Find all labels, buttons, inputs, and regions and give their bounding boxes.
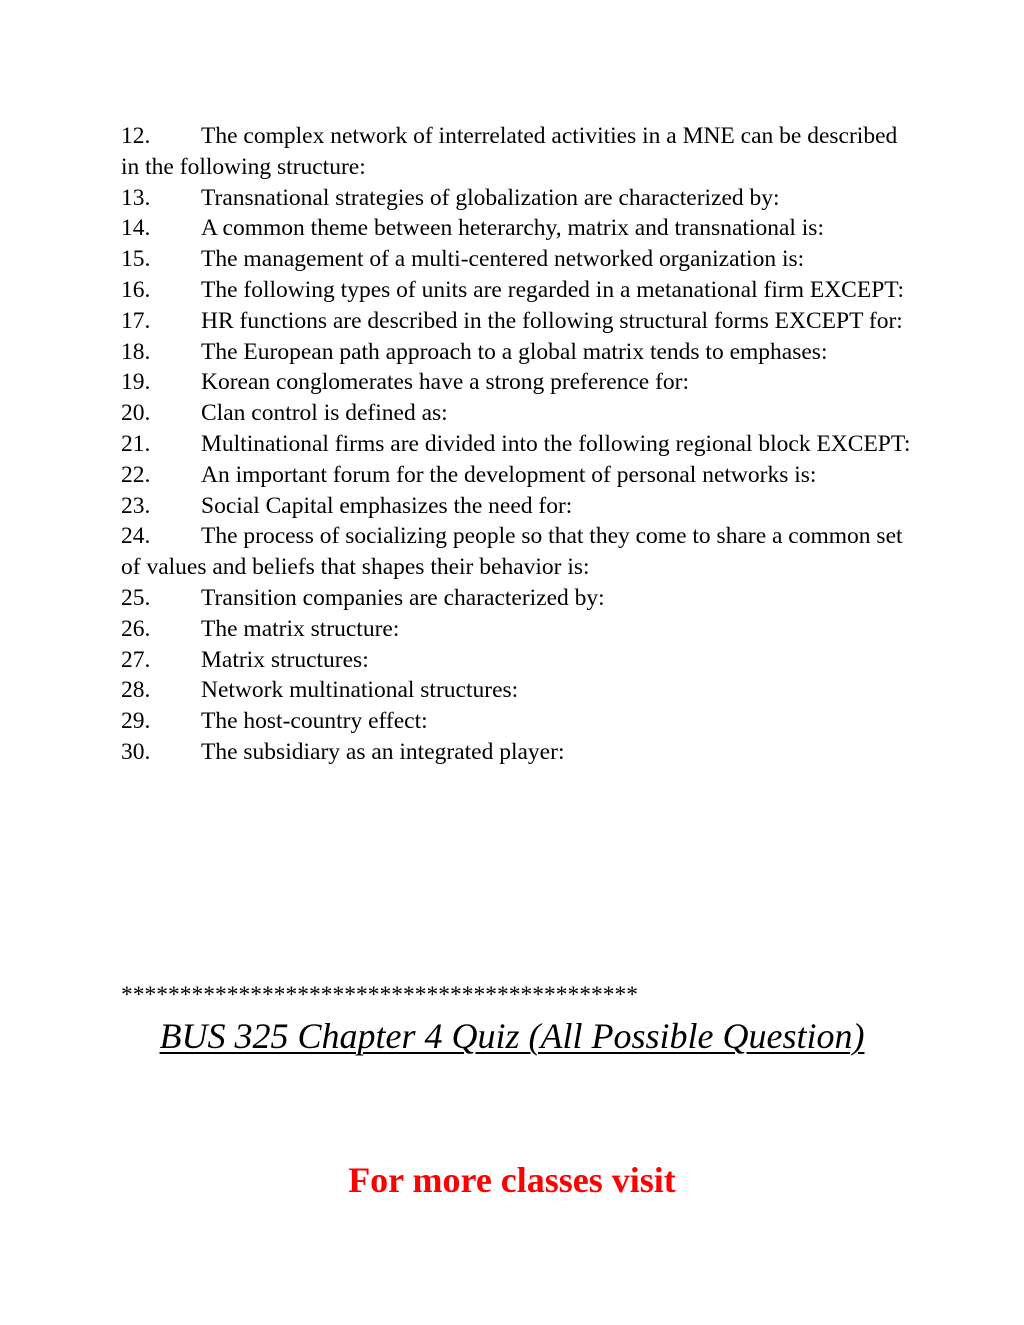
question-number: 14. (121, 215, 151, 242)
promo-text: For more classes visit (348, 1160, 676, 1200)
question-item (121, 521, 911, 583)
question-text: A common theme between heterarchy, matrix and transnational is: (201, 215, 824, 242)
question-number: 21. (121, 430, 151, 457)
question-item (121, 244, 911, 275)
question-item (121, 614, 911, 645)
question-text: The host-country effect: (201, 708, 428, 735)
question-item (121, 429, 911, 460)
question-text: An important forum for the development of personal networks is: (201, 461, 817, 488)
question-text: The subsidiary as an integrated player: (201, 738, 565, 765)
question-item (121, 306, 911, 337)
question-text: The following types of units are regarded in a metanational firm EXCEPT: (201, 276, 904, 303)
question-item (121, 183, 911, 214)
question-number: 15. (121, 246, 151, 273)
question-item (121, 121, 911, 183)
question-number: 27. (121, 646, 151, 673)
question-text: Matrix structures: (201, 646, 369, 673)
question-item (121, 337, 911, 368)
question-item (121, 645, 911, 676)
question-item (121, 737, 911, 768)
question-item (121, 275, 911, 306)
question-item (121, 491, 911, 522)
question-text: Korean conglomerates have a strong preference for: (201, 369, 690, 396)
question-number: 18. (121, 338, 151, 365)
question-number: 23. (121, 492, 151, 519)
question-number: 20. (121, 400, 151, 427)
question-item (121, 675, 911, 706)
question-text: The complex network of interrelated activities in a MNE can be described in the following structure: (121, 123, 898, 180)
question-number: 19. (121, 369, 151, 396)
question-number: 13. (121, 184, 151, 211)
question-number: 30. (121, 738, 151, 765)
question-number: 24. (121, 523, 151, 550)
question-number: 26. (121, 615, 151, 642)
section-title: BUS 325 Chapter 4 Quiz (All Possible Question) (159, 1016, 865, 1056)
question-text: Social Capital emphasizes the need for: (201, 492, 573, 519)
question-text: Network multinational structures: (201, 677, 519, 704)
question-item (121, 367, 911, 398)
question-text: The matrix structure: (201, 615, 400, 642)
question-number: 28. (121, 677, 151, 704)
question-number: 22. (121, 461, 151, 488)
question-item (121, 583, 911, 614)
question-text: Multinational firms are divided into the following regional block EXCEPT: (201, 430, 911, 457)
question-item (121, 706, 911, 737)
separator-line: ******************************************** (121, 982, 638, 1008)
question-text: The management of a multi-centered networked organization is: (201, 246, 805, 273)
question-list (121, 121, 911, 768)
question-number: 16. (121, 276, 151, 303)
question-text: Transnational strategies of globalization are characterized by: (201, 184, 780, 211)
question-item (121, 213, 911, 244)
question-number: 29. (121, 708, 151, 735)
question-item (121, 460, 911, 491)
question-text: Transition companies are characterized by: (201, 584, 605, 611)
question-text: The process of socializing people so that they come to share a common set of values and beliefs that shapes their behavior is: (121, 523, 903, 581)
question-text: HR functions are described in the following structural forms EXCEPT for: (201, 307, 903, 334)
question-text: Clan control is defined as: (201, 400, 448, 427)
question-text: The European path approach to a global matrix tends to emphases: (201, 338, 828, 365)
question-number: 12. (121, 123, 151, 149)
question-number: 17. (121, 307, 151, 334)
question-item (121, 398, 911, 429)
question-number: 25. (121, 584, 151, 611)
